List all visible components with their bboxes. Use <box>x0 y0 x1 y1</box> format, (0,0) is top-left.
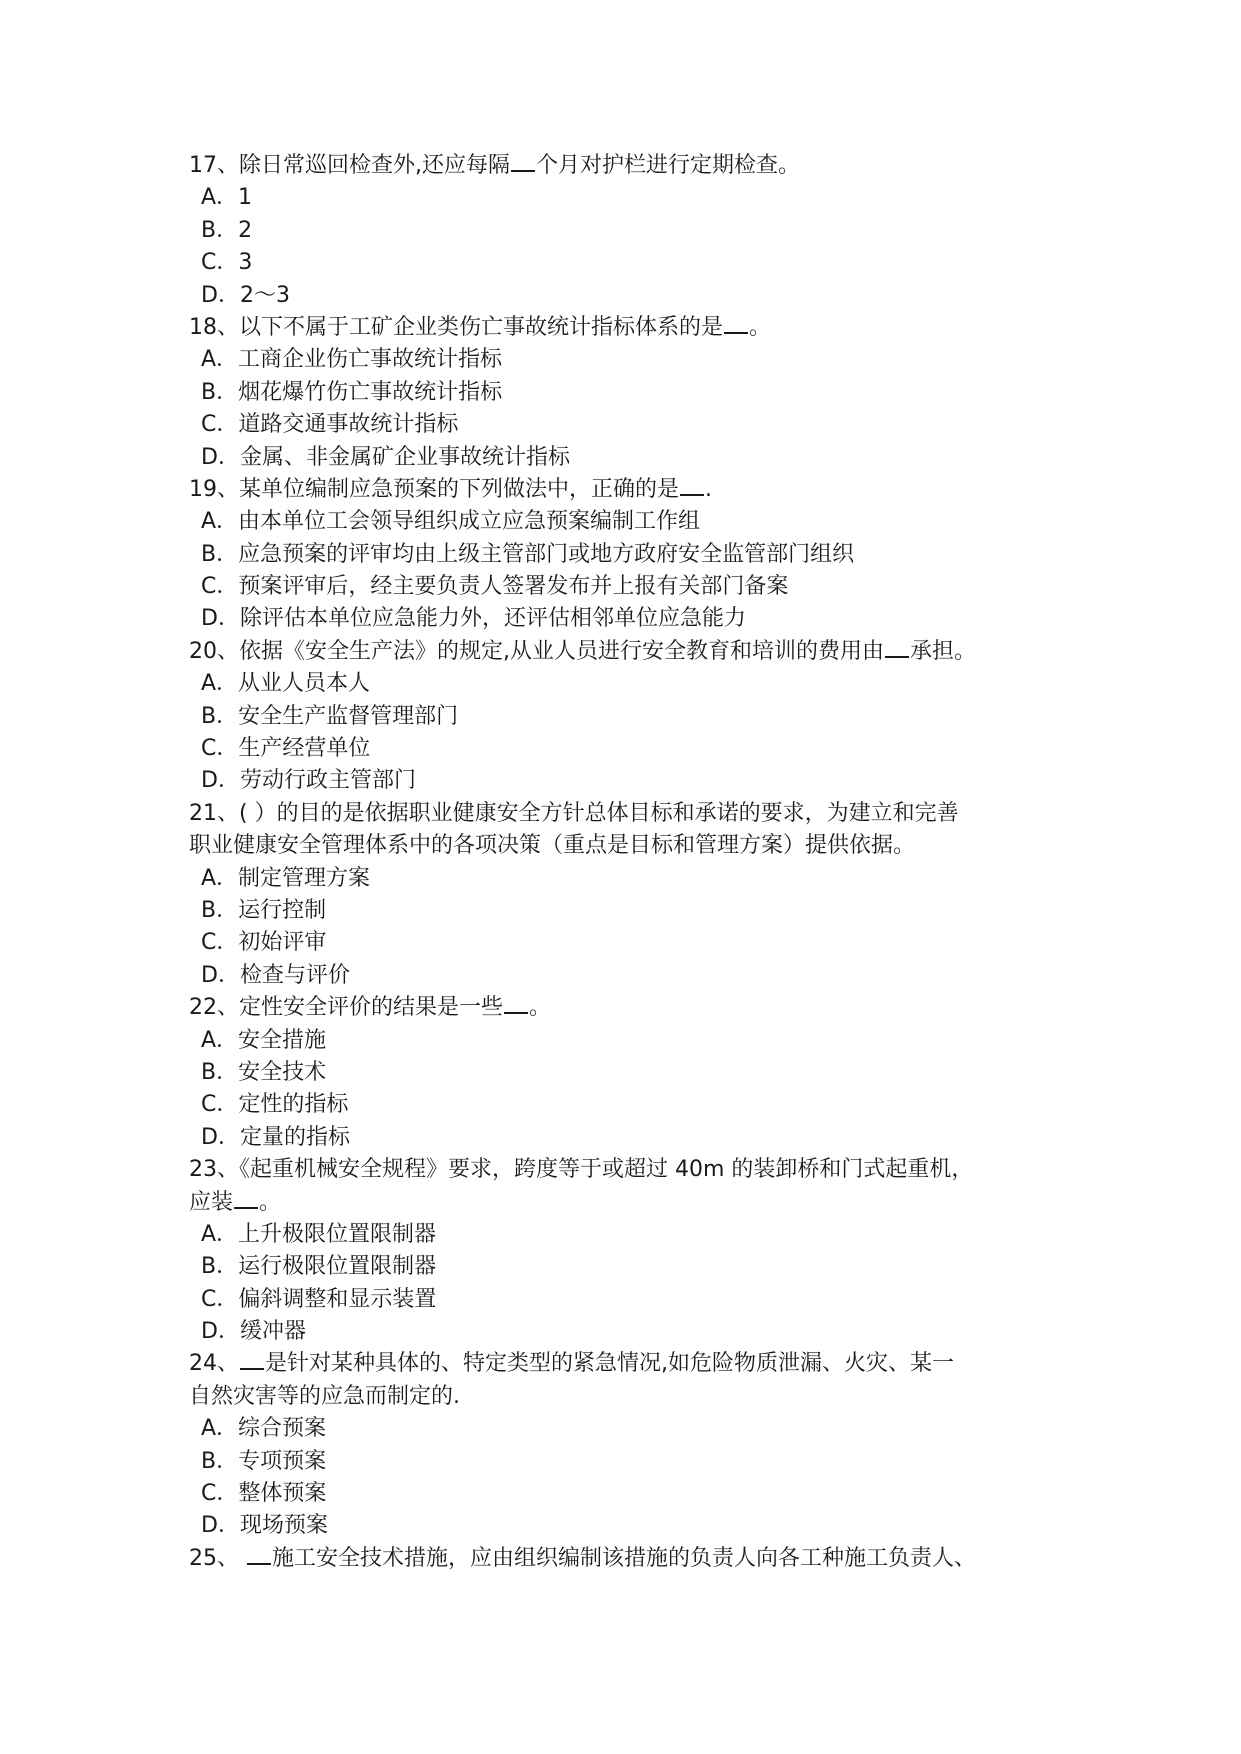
question-23: 23、《起重机械安全规程》要求，跨度等于或超过 40m 的装卸桥和门式起重机， <box>189 1157 974 1183</box>
question-18: 18、以下不属于工矿企业类伤亡事故统计指标体系的是 。 <box>189 314 772 340</box>
option-c: C．定性的指标 <box>201 1092 349 1118</box>
question-list <box>189 150 1069 1575</box>
question-21: 21、( ）的目的是依据职业健康安全方针总体目标和承诺的要求，为建立和完善 <box>189 800 959 826</box>
option-a: A．安全措施 <box>201 1027 327 1053</box>
answer-blank <box>885 638 909 658</box>
answer-blank <box>724 314 748 334</box>
option-d: D．定量的指标 <box>201 1124 350 1150</box>
option-a: A．综合预案 <box>201 1416 327 1442</box>
question-23-continued: 应装 。 <box>189 1189 282 1215</box>
option-a: A．从业人员本人 <box>201 671 371 697</box>
question-24-continued: 自然灾害等的应急而制定的. <box>189 1383 460 1409</box>
option-a: A．制定管理方案 <box>201 865 371 891</box>
option-b: B．2 <box>201 217 253 243</box>
question-24: 24、 是针对某种具体的、特定类型的紧急情况,如危险物质泄漏、火灾、某一 <box>189 1351 954 1377</box>
option-a: A．由本单位工会领导组织成立应急预案编制工作组 <box>201 509 701 535</box>
option-d: D．检查与评价 <box>201 962 350 988</box>
question-17: 17、除日常巡回检查外,还应每隔 个月对护栏进行定期检查。 <box>189 153 801 178</box>
option-d: D．除评估本单位应急能力外，还评估相邻单位应急能力 <box>201 606 746 632</box>
option-b: B．安全生产监督管理部门 <box>201 703 459 729</box>
option-a: A．上升极限位置限制器 <box>201 1221 437 1247</box>
answer-blank <box>504 994 528 1014</box>
answer-blank <box>234 1189 258 1209</box>
question-21-continued: 职业健康安全管理体系中的各项决策（重点是目标和管理方案）提供依据。 <box>189 833 916 859</box>
option-b: B．应急预案的评审均由上级主管部门或地方政府安全监管部门组织 <box>201 541 855 567</box>
question-19: 19、某单位编制应急预案的下列做法中，正确的是 . <box>189 476 712 502</box>
option-c: C．预案评审后，经主要负责人签署发布并上报有关部门备案 <box>201 574 789 600</box>
answer-blank <box>680 476 704 496</box>
option-c: C．初始评审 <box>201 930 327 956</box>
option-b: B．安全技术 <box>201 1059 327 1085</box>
option-c: C．道路交通事故统计指标 <box>201 412 459 438</box>
option-c: C．3 <box>201 250 253 276</box>
option-a: A．工商企业伤亡事故统计指标 <box>201 347 503 373</box>
option-a: A．1 <box>201 185 253 211</box>
question-22: 22、定性安全评价的结果是一些 。 <box>189 995 552 1021</box>
answer-blank <box>511 152 535 172</box>
option-c: C．偏斜调整和显示装置 <box>201 1286 437 1312</box>
option-b: B．专项预案 <box>201 1448 327 1474</box>
answer-blank <box>240 1350 264 1370</box>
question-20: 20、依据《安全生产法》的规定,从业人员进行安全教育和培训的费用由 承担。 <box>189 638 977 664</box>
option-b: B．运行控制 <box>201 897 327 923</box>
option-d: D．2～3 <box>201 282 290 308</box>
option-d: D．金属、非金属矿企业事故统计指标 <box>201 444 570 470</box>
option-d: D．劳动行政主管部门 <box>201 768 416 794</box>
option-d: D．缓冲器 <box>201 1319 306 1345</box>
option-c: C．整体预案 <box>201 1481 327 1507</box>
option-b: B．运行极限位置限制器 <box>201 1254 437 1280</box>
answer-blank <box>247 1545 271 1565</box>
option-c: C．生产经营单位 <box>201 736 371 762</box>
option-b: B．烟花爆竹伤亡事故统计指标 <box>201 379 503 405</box>
option-d: D．现场预案 <box>201 1513 328 1539</box>
question-25: 25、 施工安全技术措施，应由组织编制该措施的负责人向各工种施工负责人、 <box>189 1545 977 1571</box>
